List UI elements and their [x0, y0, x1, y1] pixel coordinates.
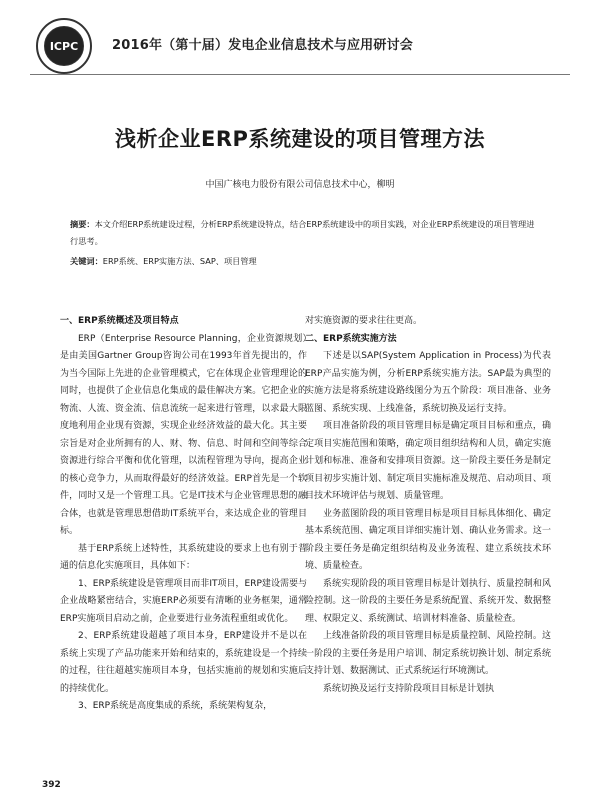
- paragraph: 上线准备阶段的项目管理目标是质量控制、风险控制。这一阶段的主要任务是用户培训、制定系统切换计划、制定系统支持计划、数据测试、正式系统运行环境测试。: [305, 631, 551, 676]
- header-divider: [30, 74, 570, 75]
- keywords-text: ERP系统、ERP实施方法、SAP、项目管理: [102, 256, 257, 266]
- paragraph: 系统实现阶段的项目管理目标是计划执行、质量控制和风险控制。这一阶段的主要任务是系统配置、系统开发、数据整理、权限定义、系统测试、培训材料准备、质量检查。: [305, 578, 551, 624]
- paragraph: 下述是以SAP(System Application in Process)为代表ERP产品实施为例，分析ERP系统实施方法。SAP最为典型的实施方法是将系统建设路线图分为五个阶段：项目准备、业务蓝图、系统实现、上线准备，系统切换及运行支持。: [305, 351, 551, 414]
- right-column: [305, 313, 551, 698]
- author-line: 中国广核电力股份有限公司信息技术中心，柳明: [205, 180, 395, 190]
- left-column: [60, 313, 307, 716]
- paragraph: 系统切换及运行支持阶段项目目标是计划执: [323, 683, 495, 694]
- paragraph: 3、ERP系统是高度集成的系统，系统架构复杂，: [78, 701, 273, 711]
- paragraph: ERP（Enterprise Resource Planning，企业资源规划）是由美国Gartner Group咨询公司在1993年首先提出的，作为当今国际上先进的企业管理模式，它在体现企业管理理论的同时，也提供了企业信息化集成的最佳解决方案。它把企业的物流、人流、资金流、信息流统一起来进行管理，以求最大限度地利用企业现有资源，实现企业经济效益的最大化。其主要宗旨是对企业所拥有的人、财、物、信息、时间和空间等综合资源进行综合平衡和优化管理，以流程管理为导向，提高企业的核心竞争力，从而取得最好的经济效益。ERP首先是一个软件，同时又是一个管理工具。它是IT技术与企业管理思想的融合体，也就是管理思想借助IT系统平台，来达成企业的管理目标。: [60, 333, 307, 536]
- paragraph: 对实施资源的要求往往更高。: [305, 316, 423, 326]
- abstract-label: 摘要：: [70, 219, 95, 229]
- paragraph: 2、ERP系统建设超越了项目本身，ERP建设并不是以在系统上实现了产品功能来开始和结束的，系统建设是一个持续的过程，往往超越实施项目本身，包括实施前的规划和实施后的持续优化。: [60, 631, 307, 694]
- abstract: [70, 216, 540, 250]
- paragraph: 1、ERP系统建设是管理项目而非IT项目，ERP建设需要与企业战略紧密结合，实施ERP必须要有清晰的业务框架，通常ERP实施项目启动之前，企业要进行业务流程重组或优化。: [60, 578, 307, 624]
- abstract-text: 本文介绍ERP系统建设过程，分析ERP系统建设特点，结合ERP系统建设中的项目实践，对企业ERP系统建设的项目管理进行思考。: [70, 219, 535, 246]
- conference-header: [30, 12, 590, 74]
- keywords-label: 关键词：: [70, 256, 103, 266]
- logo-text: ICPC: [44, 26, 84, 66]
- page-number: 392: [42, 780, 61, 790]
- conference-logo: [36, 18, 92, 74]
- paragraph: 业务蓝图阶段的项目管理目标是项目目标具体细化、确定基本系统范围、确定项目详细实施计划、确认业务需求。这一阶段主要任务是确定组织结构及业务流程、建立系统技术环境、质量检查。: [305, 508, 551, 571]
- section-heading-2: 二、ERP系统实施方法: [305, 333, 397, 344]
- paragraph: 基于ERP系统上述特性，其系统建设的要求上也有别于普通的信息化实施项目，具体如下：: [60, 543, 307, 571]
- keywords: [70, 256, 540, 267]
- section-heading-1: 一、ERP系统概述及项目特点: [60, 316, 179, 326]
- paper-title: 浅析企业ERP系统建设的项目管理方法: [115, 127, 485, 151]
- conference-title: 2016年（第十届）发电企业信息技术与应用研讨会: [112, 38, 413, 53]
- paragraph: 项目准备阶段的项目管理目标是确定项目目标和重点，确定项目实施范围和策略，确定项目组织结构和人员，确定实施计划和标准、准备和安排项目资源。这一阶段主要任务是制定项目初步实施计划、制定项目实施标准及规范、启动项目、项目技术环境评估与规划、质量管理。: [305, 421, 551, 501]
